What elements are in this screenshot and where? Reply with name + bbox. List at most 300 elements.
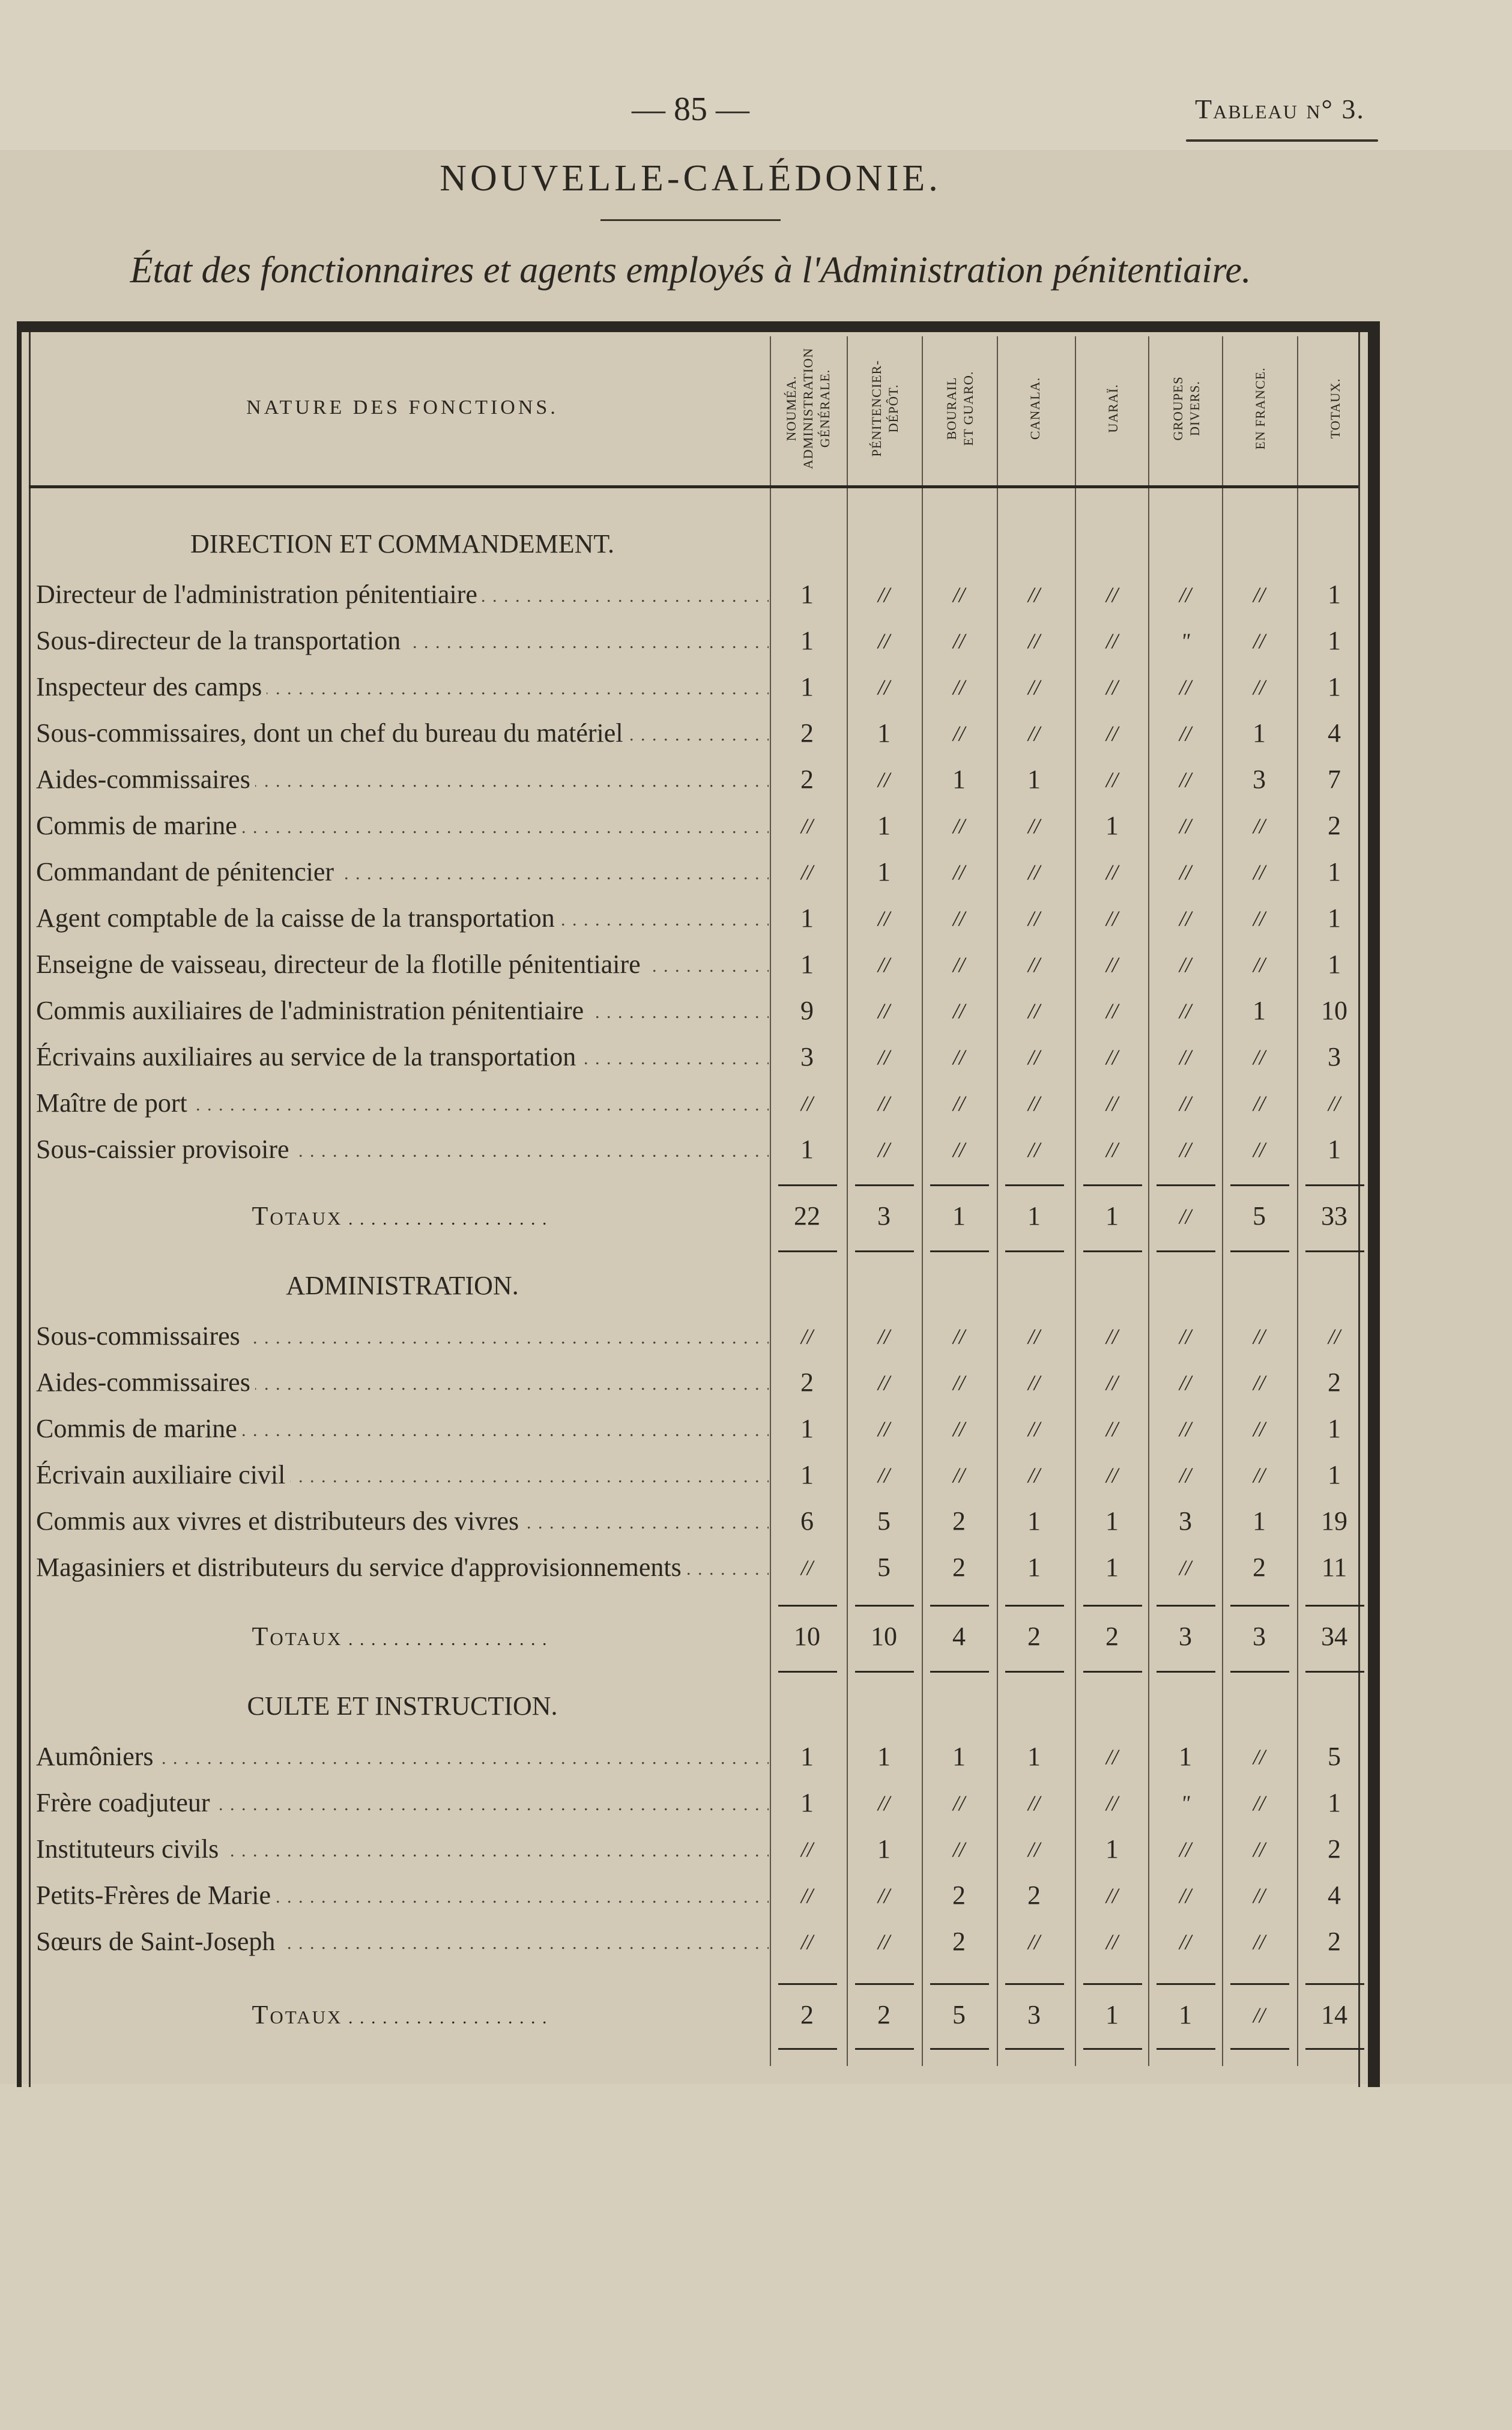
table-cell: // xyxy=(952,999,965,1023)
table-cell: 9 xyxy=(800,996,814,1025)
sum-rule xyxy=(1083,1184,1142,1186)
row-label-text: Aumôniers xyxy=(36,1742,159,1771)
table-row xyxy=(36,574,1357,616)
totals-label xyxy=(36,1994,769,2036)
table-cell: // xyxy=(877,1324,890,1348)
table-cell: // xyxy=(877,1883,890,1907)
table-cell: 1 xyxy=(877,718,891,748)
table-row xyxy=(36,1500,1357,1542)
row-label-text: Commis de marine xyxy=(36,811,242,840)
table-cell: 1 xyxy=(1328,672,1341,701)
table-cell: // xyxy=(1328,1091,1340,1115)
totals-label xyxy=(36,1616,769,1658)
table-cell: // xyxy=(1253,1791,1265,1815)
table-frame-top xyxy=(17,321,1380,332)
row-label-text: Sœurs de Saint-Joseph xyxy=(36,1927,280,1956)
row-label-text: Maître de port xyxy=(36,1088,192,1118)
row-label-text: Inspecteur des camps xyxy=(36,672,267,701)
total-cell: 1 xyxy=(1179,2000,1192,2029)
table-cell: 1 xyxy=(1328,857,1341,886)
totals-label xyxy=(36,1195,769,1237)
sum-rule xyxy=(855,1605,914,1607)
table-cell: // xyxy=(1105,583,1118,607)
table-cell: // xyxy=(877,675,890,699)
table-cell: // xyxy=(1027,583,1040,607)
row-label xyxy=(36,1500,769,1542)
table-cell: 2 xyxy=(800,765,814,794)
table-cell: // xyxy=(800,1324,813,1348)
totals-label-text: Totaux . . . xyxy=(252,1201,553,1231)
row-label xyxy=(36,1828,769,1870)
table-cell: 1 xyxy=(800,903,814,933)
table-row xyxy=(36,897,1357,939)
table-cell: // xyxy=(1179,1556,1191,1580)
table-cell: // xyxy=(952,1138,965,1162)
total-cell: 10 xyxy=(871,1622,897,1651)
sum-rule xyxy=(1305,1250,1364,1252)
sum-rule xyxy=(1305,1671,1364,1673)
total-cell: 3 xyxy=(1027,2000,1041,2029)
table-cell: 1 xyxy=(1328,1460,1341,1489)
sum-rule xyxy=(1230,1184,1289,1186)
table-cell: // xyxy=(1105,768,1118,792)
sum-rule xyxy=(1157,2048,1215,2050)
totals-label-text: Totaux . . . xyxy=(252,1622,553,1651)
sum-rule xyxy=(1157,1671,1215,1673)
totals-row xyxy=(36,1195,1357,1237)
row-label xyxy=(36,990,769,1032)
row-label xyxy=(36,851,769,893)
table-cell: 5 xyxy=(877,1553,891,1582)
table-cell: 1 xyxy=(1328,1788,1341,1817)
sum-rule xyxy=(778,1605,837,1607)
table-cell: // xyxy=(1253,1371,1265,1395)
table-cell: 1 xyxy=(952,765,966,794)
table-cell: // xyxy=(877,768,890,792)
table-cell: // xyxy=(1253,1463,1265,1487)
row-label xyxy=(36,1362,769,1404)
table-cell: // xyxy=(877,1138,890,1162)
table-cell: // xyxy=(1253,675,1265,699)
table-cell: // xyxy=(1027,1791,1040,1815)
table-cell: // xyxy=(952,629,965,653)
table-row xyxy=(36,1036,1357,1078)
table-cell: // xyxy=(1328,1324,1340,1348)
table-cell: // xyxy=(1027,1045,1040,1069)
column-header-en-france xyxy=(1222,336,1299,480)
column-header-bourail xyxy=(922,336,999,480)
table-cell: 2 xyxy=(952,1880,966,1910)
table-cell: // xyxy=(1027,1417,1040,1441)
table-cell: // xyxy=(1027,1463,1040,1487)
sum-rule xyxy=(1083,1983,1142,1985)
table-cell: // xyxy=(1179,999,1191,1023)
table-cell: 2 xyxy=(1328,1834,1341,1864)
table-cell: // xyxy=(1179,1417,1191,1441)
table-cell: 1 xyxy=(1328,1135,1341,1164)
row-label-text: Sous-caissier provisoire xyxy=(36,1135,294,1164)
table-cell: 1 xyxy=(800,672,814,701)
table-row xyxy=(36,851,1357,893)
table-cell: // xyxy=(1179,583,1191,607)
table-cell: // xyxy=(1179,1371,1191,1395)
table-row xyxy=(36,1408,1357,1450)
total-cell: 2 xyxy=(1105,1622,1119,1651)
row-label-text: Commis de marine xyxy=(36,1414,242,1443)
table-cell: // xyxy=(800,1091,813,1115)
sum-rule xyxy=(1305,1983,1364,1985)
sum-rule xyxy=(1230,2048,1289,2050)
table-cell: // xyxy=(1179,1091,1191,1115)
sum-rule xyxy=(855,1983,914,1985)
sum-rule xyxy=(855,1250,914,1252)
table-cell: // xyxy=(1179,1138,1191,1162)
table-cell: // xyxy=(1027,1091,1040,1115)
table-cell: // xyxy=(1253,1091,1265,1115)
header-line: GÉNÉRALE. xyxy=(817,369,832,448)
table-cell: // xyxy=(952,721,965,745)
row-label xyxy=(36,1921,769,1963)
table-cell: 2 xyxy=(1253,1553,1266,1582)
sum-rule xyxy=(1005,1184,1064,1186)
header-line: ADMINISTRATION xyxy=(800,347,815,470)
totals-row xyxy=(36,1616,1357,1658)
table-row xyxy=(36,1082,1357,1124)
table-cell: 1 xyxy=(1179,1742,1192,1771)
row-label-text: Sous-commissaires xyxy=(36,1321,245,1351)
table-cell: 2 xyxy=(1328,811,1341,840)
section-heading: DIRECTION ET COMMANDEMENT. xyxy=(190,529,614,559)
table-cell: // xyxy=(877,1045,890,1069)
table-cell: // xyxy=(877,629,890,653)
table-row xyxy=(36,1828,1357,1870)
title-rule xyxy=(600,219,781,221)
row-label xyxy=(36,620,769,662)
table-cell: // xyxy=(952,814,965,838)
table-cell: // xyxy=(1027,1371,1040,1395)
table-cell: // xyxy=(1253,814,1265,838)
table-cell: 11 xyxy=(1321,1553,1347,1582)
total-cell: 3 xyxy=(1253,1622,1266,1651)
table-cell: // xyxy=(1253,1324,1265,1348)
table-frame-left-inner xyxy=(29,332,31,2087)
table-cell: 2 xyxy=(1328,1368,1341,1397)
sum-rule xyxy=(1157,1983,1215,1985)
table-cell: // xyxy=(952,1091,965,1115)
table-cell: // xyxy=(1105,1371,1118,1395)
page-number: — 85 — xyxy=(632,91,749,128)
sum-rule xyxy=(1230,1983,1289,1985)
sum-rule xyxy=(1157,1184,1215,1186)
sum-rule xyxy=(778,1671,837,1673)
total-cell: 2 xyxy=(800,2000,814,2029)
total-cell: 1 xyxy=(952,1201,966,1231)
row-label-text: Commis aux vivres et distributeurs des vivres xyxy=(36,1506,524,1536)
table-cell: // xyxy=(1105,1045,1118,1069)
table-row xyxy=(36,712,1357,754)
table-row xyxy=(36,1362,1357,1404)
table-cell: // xyxy=(1027,1837,1040,1861)
total-cell: 10 xyxy=(794,1622,820,1651)
total-cell: 33 xyxy=(1321,1201,1347,1231)
table-cell: 7 xyxy=(1328,765,1341,794)
row-label-text: Commandant de pénitencier xyxy=(36,857,339,886)
header-line: CANALA. xyxy=(1027,377,1042,440)
table-cell: // xyxy=(1105,675,1118,699)
column-header-canala xyxy=(997,336,1074,480)
table-cell: 1 xyxy=(1328,580,1341,609)
row-label xyxy=(36,1315,769,1357)
table-cell: 1 xyxy=(1105,1506,1119,1536)
table-cell: // xyxy=(1179,1045,1191,1069)
table-cell: 1 xyxy=(877,1834,891,1864)
table-cell: // xyxy=(1253,953,1265,977)
table-cell: // xyxy=(1253,860,1265,884)
sum-rule xyxy=(1083,2048,1142,2050)
row-label-text: Enseigne de vaisseau, directeur de la flotille pénitentiaire xyxy=(36,950,646,979)
table-cell: // xyxy=(1105,860,1118,884)
table-cell: // xyxy=(877,1930,890,1954)
row-label-text: Magasiniers et distributeurs du service d'approvisionnements xyxy=(36,1553,686,1582)
column-header-groupes-divers xyxy=(1148,336,1225,480)
table-row xyxy=(36,944,1357,986)
column-header-noumea xyxy=(770,336,847,480)
row-label xyxy=(36,1782,769,1824)
sum-rule xyxy=(1005,1605,1064,1607)
table-cell: // xyxy=(1179,675,1191,699)
table-cell: 4 xyxy=(1328,718,1341,748)
table-cell: // xyxy=(1179,1324,1191,1348)
table-cell: 1 xyxy=(800,1788,814,1817)
sum-rule xyxy=(1305,1605,1364,1607)
sum-rule xyxy=(1083,1671,1142,1673)
sum-rule xyxy=(855,2048,914,2050)
table-cell: 1 xyxy=(1027,1506,1041,1536)
header-line: BOURAIL xyxy=(944,377,959,440)
table-cell: // xyxy=(1027,906,1040,930)
table-cell: // xyxy=(1105,1463,1118,1487)
table-cell: 1 xyxy=(1328,903,1341,933)
table-cell: // xyxy=(1027,1324,1040,1348)
total-cell: 2 xyxy=(877,2000,891,2029)
table-cell: // xyxy=(1027,953,1040,977)
table-cell: " xyxy=(1181,629,1190,653)
table-cell: // xyxy=(1253,1138,1265,1162)
sum-rule xyxy=(1230,1605,1289,1607)
table-cell: // xyxy=(877,1417,890,1441)
sum-rule xyxy=(1230,1671,1289,1673)
section-heading: ADMINISTRATION. xyxy=(286,1271,519,1300)
table-cell: 1 xyxy=(800,1742,814,1771)
table-cell: 2 xyxy=(1027,1880,1041,1910)
table-row xyxy=(36,759,1357,801)
row-label xyxy=(36,1547,769,1589)
table-row xyxy=(36,805,1357,847)
header-line: DÉPÔT. xyxy=(886,384,901,433)
sum-rule xyxy=(1157,1250,1215,1252)
table-cell: // xyxy=(1179,721,1191,745)
row-label xyxy=(36,1408,769,1450)
table-cell: 1 xyxy=(1328,1414,1341,1443)
table-cell: 1 xyxy=(1027,1553,1041,1582)
total-cell: 1 xyxy=(1105,2000,1119,2029)
table-row xyxy=(36,1129,1357,1171)
row-label-text: Instituteurs civils xyxy=(36,1834,223,1864)
row-label-text: Frère coadjuteur xyxy=(36,1788,215,1817)
table-cell: 1 xyxy=(800,626,814,655)
table-cell: 1 xyxy=(877,857,891,886)
total-cell: 5 xyxy=(1253,1201,1266,1231)
table-cell: // xyxy=(877,1463,890,1487)
table-cell: // xyxy=(1027,1930,1040,1954)
table-cell: // xyxy=(800,1837,813,1861)
table-cell: // xyxy=(1027,860,1040,884)
row-label-text: Aides-commissaires xyxy=(36,765,255,794)
table-cell: // xyxy=(952,1791,965,1815)
subtitle: État des fonctionnaires et agents employés à l'Administration pénitentiaire. xyxy=(130,250,1251,291)
totals-label-text: Totaux . . . xyxy=(252,2000,553,2029)
total-cell: // xyxy=(1253,2003,1265,2027)
table-cell: 2 xyxy=(952,1506,966,1536)
table-cell: 1 xyxy=(877,1742,891,1771)
table-cell: // xyxy=(1179,1837,1191,1861)
table-cell: // xyxy=(952,1463,965,1487)
tableau-label: Tableau n° 3. xyxy=(1195,94,1365,124)
table-cell: // xyxy=(1105,721,1118,745)
sum-rule xyxy=(855,1671,914,1673)
row-label xyxy=(36,759,769,801)
row-label-text: Directeur de l'administration pénitentiaire xyxy=(36,580,482,609)
table-cell: // xyxy=(877,953,890,977)
table-cell: // xyxy=(877,1371,890,1395)
table-cell: 10 xyxy=(1321,996,1347,1025)
sum-rule xyxy=(1083,1605,1142,1607)
table-cell: // xyxy=(1105,1138,1118,1162)
header-line: TOTAUX. xyxy=(1328,378,1343,439)
total-cell: 3 xyxy=(877,1201,891,1231)
table-cell: // xyxy=(800,814,813,838)
total-cell: 4 xyxy=(952,1622,966,1651)
table-cell: 1 xyxy=(952,1742,966,1771)
table-cell: 1 xyxy=(1253,718,1266,748)
sum-rule xyxy=(1230,1250,1289,1252)
table-row xyxy=(36,1454,1357,1496)
table-cell: 1 xyxy=(800,1135,814,1164)
table-cell: // xyxy=(1253,1417,1265,1441)
table-cell: // xyxy=(1105,906,1118,930)
table-cell: 6 xyxy=(800,1506,814,1536)
table-cell: 1 xyxy=(1105,1553,1119,1582)
tableau-underline xyxy=(1186,139,1378,142)
table-cell: // xyxy=(1027,675,1040,699)
table-row xyxy=(36,1874,1357,1916)
sum-rule xyxy=(855,1184,914,1186)
table-cell: // xyxy=(1027,629,1040,653)
table-cell: // xyxy=(1179,1930,1191,1954)
table-row xyxy=(36,990,1357,1032)
sum-rule xyxy=(1305,1184,1364,1186)
table-cell: 2 xyxy=(800,1368,814,1397)
table-cell: // xyxy=(1027,814,1040,838)
table-cell: // xyxy=(1253,1045,1265,1069)
table-cell: // xyxy=(1253,906,1265,930)
header-rule xyxy=(29,485,1358,488)
sum-rule xyxy=(930,1184,989,1186)
sum-rule xyxy=(778,1250,837,1252)
table-cell: 1 xyxy=(1105,811,1119,840)
table-cell: // xyxy=(952,583,965,607)
lower-paper xyxy=(0,2084,1512,2430)
header-line: GROUPES xyxy=(1170,376,1185,441)
row-label xyxy=(36,666,769,708)
table-cell: 2 xyxy=(800,718,814,748)
sum-rule xyxy=(1083,1250,1142,1252)
table-cell: // xyxy=(952,1045,965,1069)
sum-rule xyxy=(1157,1605,1215,1607)
row-label-text: Écrivain auxiliaire civil xyxy=(36,1460,290,1489)
table-cell: // xyxy=(1027,999,1040,1023)
table-cell: // xyxy=(1253,1745,1265,1769)
row-label-text: Sous-commissaires, dont un chef du bureau du matériel xyxy=(36,718,628,748)
table-cell: 1 xyxy=(1105,1834,1119,1864)
table-cell: // xyxy=(1253,1837,1265,1861)
table-cell: // xyxy=(1105,1930,1118,1954)
table-cell: 19 xyxy=(1321,1506,1347,1536)
total-cell: 5 xyxy=(952,2000,966,2029)
row-label xyxy=(36,1874,769,1916)
sum-rule xyxy=(778,2048,837,2050)
row-label xyxy=(36,712,769,754)
table-cell: 1 xyxy=(800,580,814,609)
table-cell: 2 xyxy=(952,1927,966,1956)
table-cell: // xyxy=(1027,1138,1040,1162)
table-row xyxy=(36,1315,1357,1357)
total-cell: 3 xyxy=(1179,1622,1192,1651)
table-cell: 5 xyxy=(1328,1742,1341,1771)
table-row xyxy=(36,1547,1357,1589)
sum-rule xyxy=(778,1184,837,1186)
table-row xyxy=(36,1736,1357,1778)
table-cell: // xyxy=(1105,1417,1118,1441)
table-cell: 1 xyxy=(1253,1506,1266,1536)
section-heading: CULTE ET INSTRUCTION. xyxy=(247,1691,558,1721)
sum-rule xyxy=(930,1671,989,1673)
table-cell: // xyxy=(1179,953,1191,977)
main-title: NOUVELLE-CALÉDONIE. xyxy=(440,158,942,199)
header-line: PÉNITENCIER- xyxy=(869,360,884,457)
header-line: DIVERS. xyxy=(1187,381,1202,436)
row-label xyxy=(36,805,769,847)
sum-rule xyxy=(1005,1250,1064,1252)
table-cell: // xyxy=(877,906,890,930)
total-cell: 1 xyxy=(1105,1201,1119,1231)
table-cell: // xyxy=(800,1930,813,1954)
table-cell: 1 xyxy=(1027,765,1041,794)
table-cell: // xyxy=(1027,721,1040,745)
table-cell: 1 xyxy=(1027,1742,1041,1771)
row-label-text: Petits-Frères de Marie xyxy=(36,1880,276,1910)
table-cell: 3 xyxy=(1179,1506,1192,1536)
header-line: NOUMÉA. xyxy=(784,375,799,441)
sum-rule xyxy=(1305,2048,1364,2050)
table-cell: // xyxy=(800,1883,813,1907)
row-label-text: Aides-commissaires xyxy=(36,1368,255,1397)
table-cell: 1 xyxy=(877,811,891,840)
table-cell: 2 xyxy=(1328,1927,1341,1956)
table-cell: // xyxy=(952,1417,965,1441)
table-cell: 1 xyxy=(800,1414,814,1443)
table-cell: // xyxy=(1253,583,1265,607)
